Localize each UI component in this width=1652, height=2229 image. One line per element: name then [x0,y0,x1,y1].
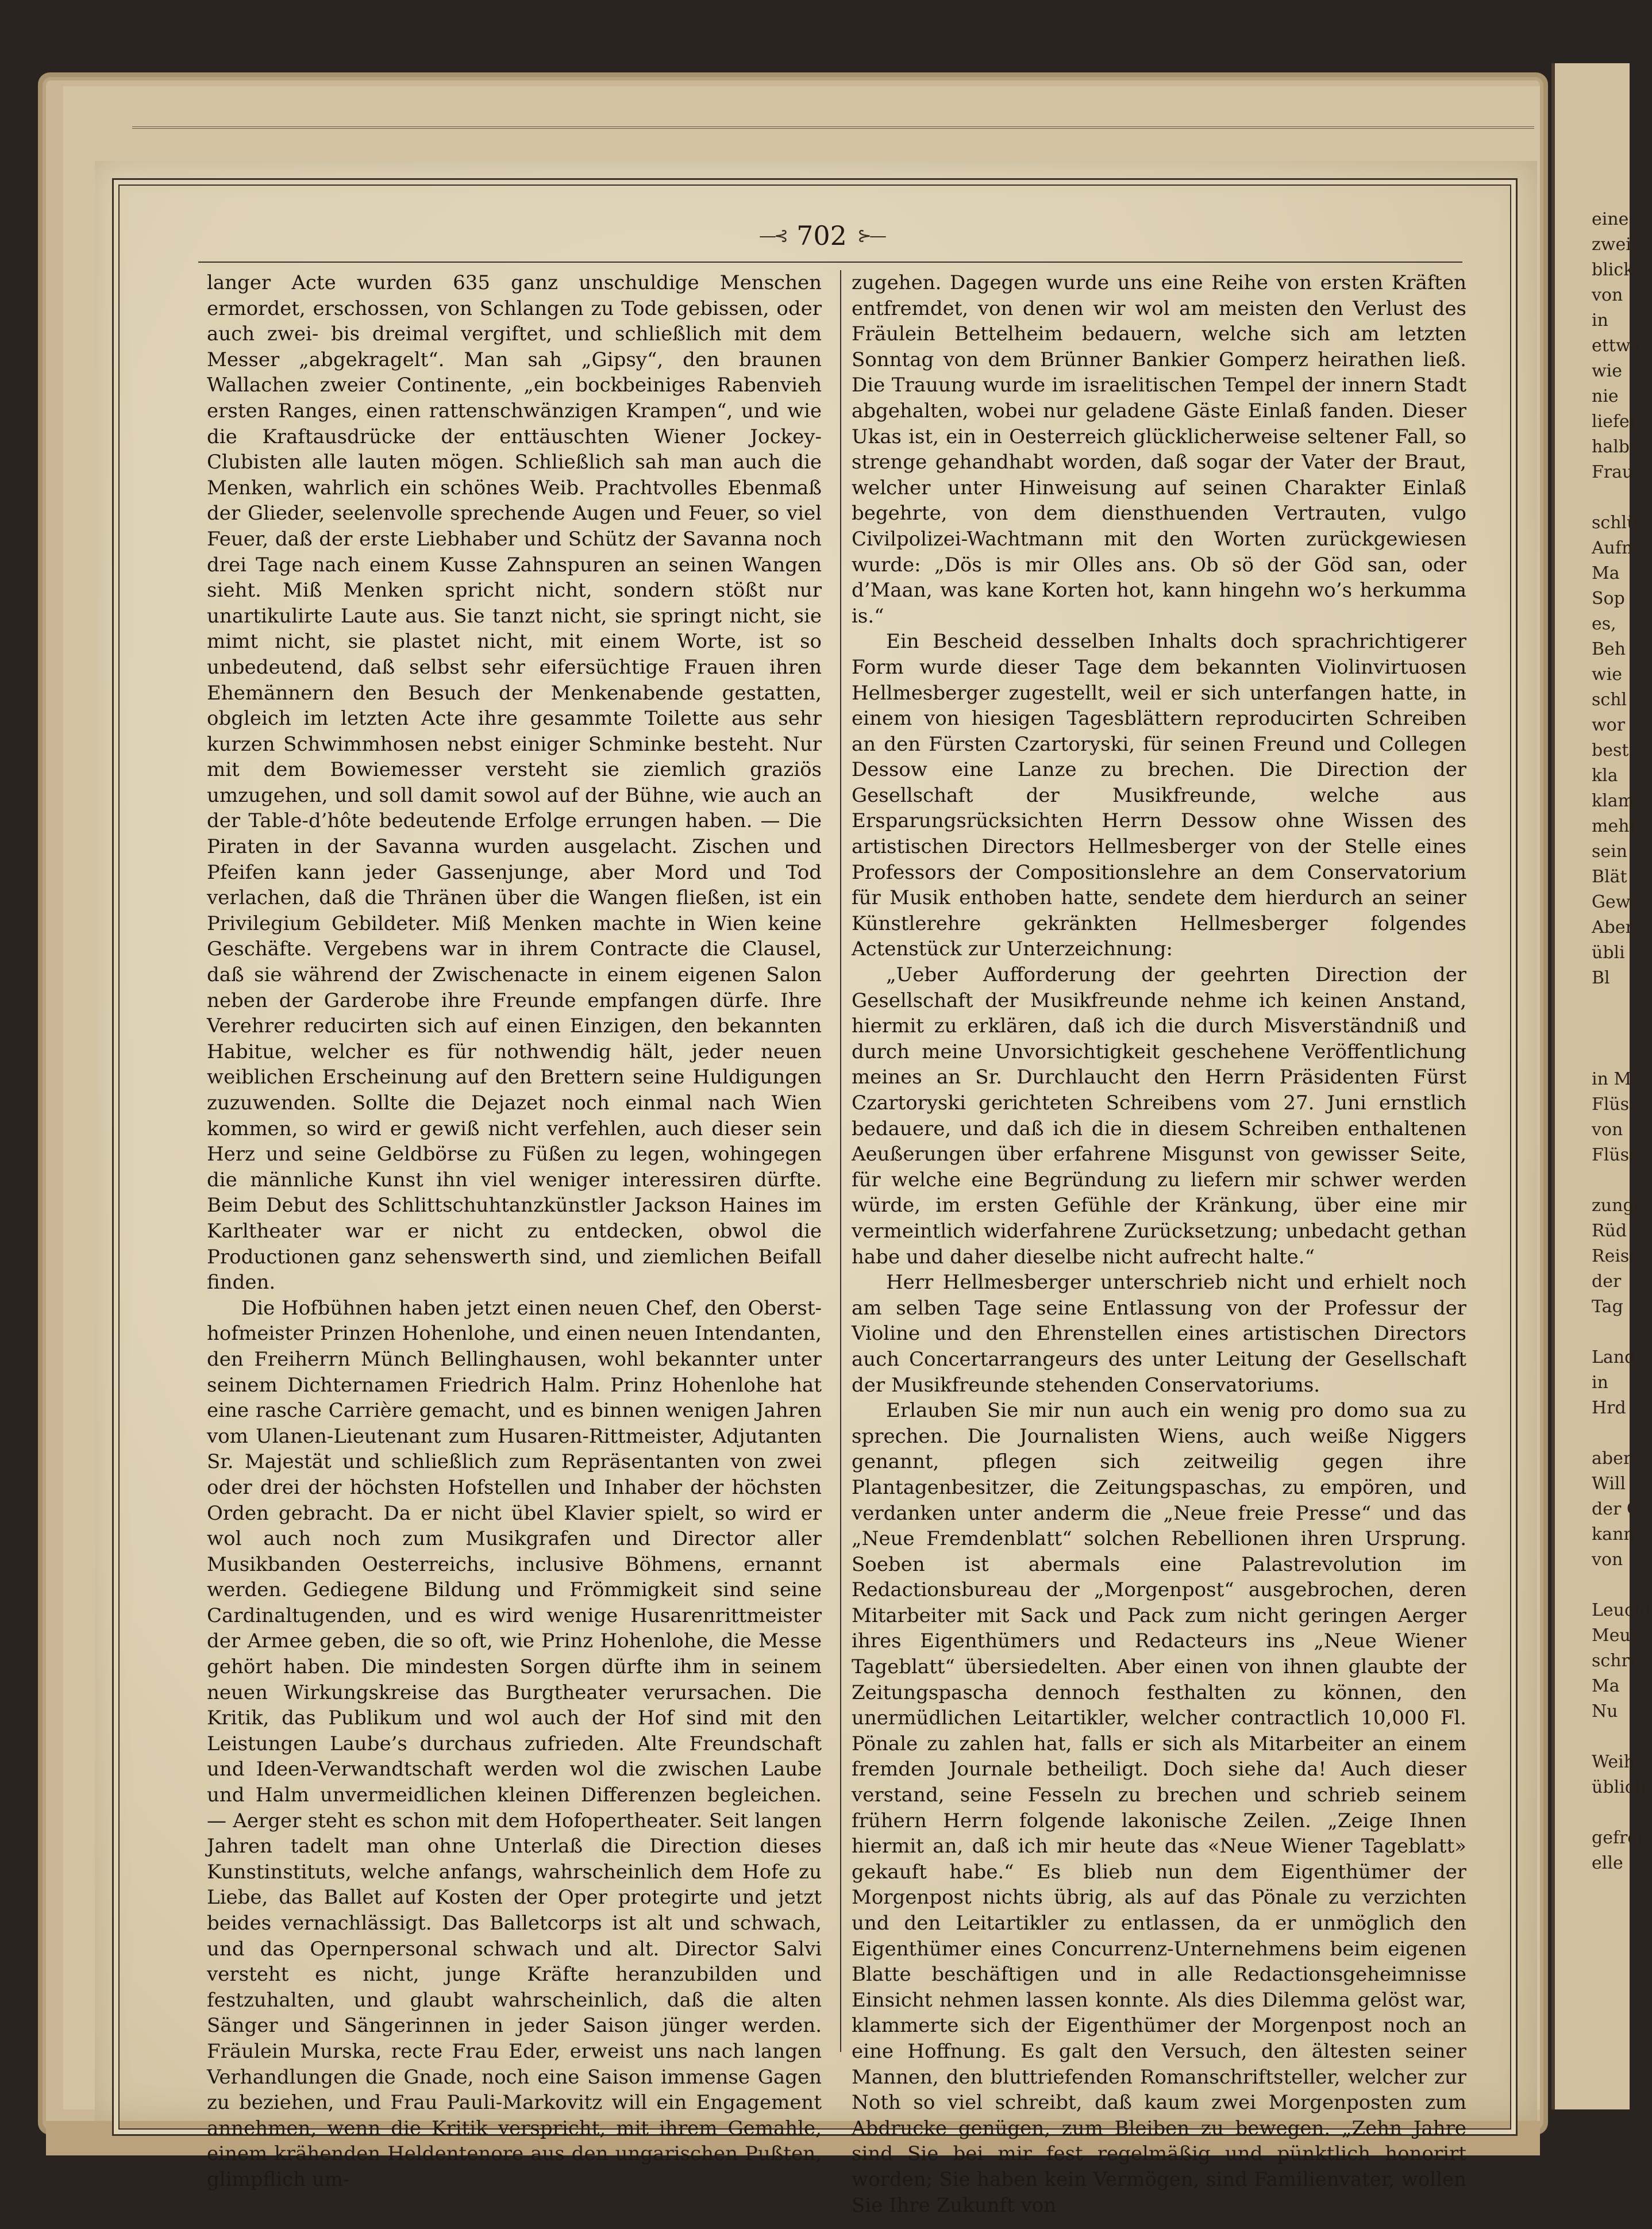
page-number: 702 [796,220,847,251]
page-header [690,216,954,256]
header-rule [198,262,1462,263]
ornament-left-icon: —⊰ [758,225,787,246]
paragraph: „Ueber Aufforderung der geehrten Direction der Gesellschaft der Musikfreunde nehme ich keinen Anstand, hiermit zu erklären, daß ich die durch Misverständniß und durch meine Unvorsichtigkeit geschehene Veröffentlichung meines an Sr. Durchlaucht den Herrn Präsidenten Fürst Czartoryski gerichteten Schreibens vom 27. Juni ernstlich bedauere, und daß ich die in diesem Schreiben enthaltenen Aeußerungen über erfahrene Misgunst von gewisser Seite, für welche eine Begründung zu liefern mir schwer werden würde, im ersten Gefühle der Kränkung, über eine mir vermeintlich widerfahrene Zurücksetzung; unbedacht gethan habe und daher dieselbe nicht aufrecht halte.“ [852,963,1466,1269]
ornament-right-icon: ⊱— [857,225,885,246]
facing-page-fragments: eine zwei blick von in ettwa wie nie liefer halb Frau schlü Aufn Ma Sop es, Beh wie schl wor best kla klam mehr sein Blät Gew Aber übli Bl in Flüs von Flüss zunge Rüd Reise der Tag Land in Hrd aber Will der G kann von Leucht Meu schri Ma Nu Weih üblich gefrer elle [1592,209,1652,1873]
column-divider [840,270,841,2052]
paragraph: Erlauben Sie mir nun auch ein wenig pro domo sua zu sprechen. Die Journalisten Wiens, auch weiße Niggers genannt, pflegen sich zeitweilig gegen ihre Plantagenbesitzer, die Zeitungspaschas, zu empören, und verdanken unter anderm die „Neue freie Presse“ und das „Neue Fremdenblatt“ solchen Rebellionen ihren Ursprung. Soeben ist abermals eine Palastrevolution im Redactionsbureau der „Morgenpost“ ausgebrochen, deren Mitarbeiter mit Sack und Pack zum nicht geringen Aerger ihres Eigenthümers und Redacteurs ins „Neue Wiener Tageblatt“ übersiedelten. Aber einen von ihnen glaubte der Zeitungspascha dennoch festhalten zu können, den unermüdlichen Leitartikler, welcher contractlich 10,000 Fl. Pönale zu zahlen hat, falls er sich als Mitarbeiter an einem fremden Journale betheiligt. Doch siehe da! Auch dieser verstand, seine Fesseln zu brechen und schrieb seinem frühern Herrn folgende lakonische Zeilen. „Zeige Ihnen hiermit an, daß ich mir heute das «Neue Wiener Tageblatt» gekauft habe.“ Es blieb nun dem Eigenthümer der Morgenpost nichts übrig, als auf das Pönale zu verzichten und den Leitartikler zu entlassen, da er unmöglich den Eigenthümer eines Concurrenz-Unternehmens beim eigenen Blatte beschäftigen und in alle Redactionsgeheimnisse Einsicht nehmen lassen konnte. Als dies Dilemma gelöst war, klammerte sich der Eigenthümer der Morgenpost noch an eine Hoffnung. Es galt den Versuch, den ältesten seiner Mannen, den bluttriefenden Romanschriftsteller, welcher zur Noth so viel schreibt, daß kaum zwei Morgenposten zum Abdrucke genügen, zum Bleiben zu bewegen. „Zehn Jahre sind Sie bei mir fest regelmäßig und pünktlich honorirt worden; Sie haben kein Vermögen, sind Familienvater, wollen Sie Ihre Zukunft von [852,1399,1466,2217]
paragraph: zugehen. Dagegen wurde uns eine Reihe von ersten Kräften entfremdet, von denen wir wol am meisten den Verlust des Fräulein Bettelheim bedauern, welche sich am letzten Sonntag von dem Brünner Bankier Gomperz heirathen ließ. Die Trauung wurde im israelitischen Tempel der innern Stadt abgehalten, wobei nur geladene Gäste Einlaß fanden. Dieser Ukas ist, ein in Oesterreich glücklicherweise seltener Fall, so strenge gehandhabt worden, daß sogar der Vater der Braut, welcher unter Hinweisung auf seinen Charakter Einlaß begehrte, von dem diensthuenden Vertrauten, vulgo Civilpolizei-Wachtmann mit den Worten zurückgewiesen wurde: „Dös is mir Olles ans. Ob sö der Göd san, oder d’Maan, was kane Korten hot, kann hingehn wo’s herkumma is.“ [852,271,1466,628]
paragraph: Herr Hellmesberger unterschrieb nicht und erhielt noch am selben Tage seine Entlassung von der Professur der Violine und den Ehrenstellen eines artistischen Directors auch Concertarrangeurs des unter Leitung der Gesellschaft der Musikfreunde stehenden Conservatoriums. [852,1271,1466,1397]
underlying-page-rule [132,126,1534,129]
paragraph: Die Hofbühnen haben jetzt einen neuen Chef, den Oberst-hofmeister Prinzen Hohenlohe, und einen neuen Intendanten, den Freiherrn Münch Bellinghausen, wohl bekannter unter seinem Dichternamen Friedrich Halm. Prinz Hohenlohe hat eine rasche Carrière gemacht, und es binnen wenigen Jahren vom Ulanen-Lieutenant zum Husaren-Rittmeister, Adjutanten Sr. Majestät und schließlich zum Repräsentanten von zwei oder drei der höchsten Hofstellen und Inhaber der höchsten Orden gebracht. Da er nicht übel Klavier spielt, so wird er wol auch noch zum Musikgrafen und Director aller Musikbanden Oesterreichs, inclusive Böhmens, ernannt werden. Gediegene Bildung und Frömmigkeit sind seine Cardinaltugenden, und es wird wenige Husarenrittmeister der Armee geben, die so oft, wie Prinz Hohenlohe, die Messe gehört haben. Die mindesten Sorgen dürfte ihm in seinem neuen Wirkungskreise das Burgtheater verursachen. Die Kritik, das Publikum und wol auch der Hof sind mit den Leistungen Laube’s durchaus zufrieden. Alte Freundschaft und Ideen-Verwandtschaft werden wol die zwischen Laube und Halm unvermeidlichen kleinen Differenzen begleichen. — Aerger steht es schon mit dem Hofopertheater. Seit langen Jahren tadelt man ohne Unterlaß die Direction dieses Kunstinstituts, welche anfangs, wahrscheinlich dem Hofe zu Liebe, das Ballet auf Kosten der Oper protegirte und jetzt beides vernachlässigt. Das Balletcorps ist alt und schwach, und das Opernpersonal schwach und alt. Director Salvi versteht es nicht, junge Kräfte heranzubilden und festzuhalten, und glaubt wahrscheinlich, daß die alten Sänger und Sängerinnen in jeder Saison jünger werden. Fräulein Murska, recte Frau Eder, erweist uns nach langen Verhandlungen die Gnade, noch eine Saison immense Gagen zu beziehen, und Frau Pauli-Markovitz will ein Engagement annehmen, wenn die Kritik verspricht, mit ihrem Gemahle, einem krähenden Heldentenore aus den ungarischen Pußten, glimpflich um- [207,1296,822,2191]
paragraph: Ein Bescheid desselben Inhalts doch sprachrichtigerer Form wurde dieser Tage dem bekannten Violinvirtuosen Hellmesberger zugestellt, weil er sich unterfangen hatte, in einem von hiesigen Tagesblättern reproducirten Schreiben an den Fürsten Czartoryski, für seinen Freund und Collegen Dessow eine Lanze zu brechen. Die Direction der Gesellschaft der Musikfreunde, welche aus Ersparungsrücksichten Herrn Dessow ohne Wissen des artistischen Directors Hellmesberger von der Stelle eines Professors der Compositionslehre an dem Conservatorium für Musik enthoben hatte, sendete dem hierdurch an seiner Künstlerehre gekränkten Hellmesberger folgendes Actenstück zur Unterzeichnung: [852,630,1466,961]
left-column [207,270,822,2193]
right-column [852,270,1466,2218]
paragraph: langer Acte wurden 635 ganz unschuldige Menschen ermordet, erschossen, von Schlangen zu Tode gebissen, oder auch zwei- bis dreimal vergiftet, und schließlich mit dem Messer „abgekragelt“. Man sah „Gipsy“, den braunen Wallachen zweier Continente, „ein bockbeiniges Rabenvieh ersten Ranges, einen rattenschwänzigen Krampen“, und wie die Kraftausdrücke der enttäuschten Wiener Jockey-Clubisten alle lauten mögen. Schließlich sah man auch die Menken, wahrlich ein schönes Weib. Prachtvolles Ebenmaß der Glieder, seelenvolle sprechende Augen und Feuer, so viel Feuer, daß der erste Liebhaber und Schütz der Savanna noch drei Tage nach einem Kusse Zahnspuren an seinen Wangen sieht. Miß Menken spricht nicht, sondern stößt nur unartikulirte Laute aus. Sie tanzt nicht, sie springt nicht, sie mimt nicht, sie plastet nicht, mit einem Worte, ist so unbedeutend, daß selbst sehr eifersüchtige Frauen ihren Ehemännern den Besuch der Menkenabende gestatten, obgleich im letzten Acte ihre gesammte Toilette aus sehr kurzen Schwimmhosen nebst einiger Schminke besteht. Nur mit dem Bowiemesser versteht sie ziemlich graziös umzugehen, und soll damit sowol auf der Bühne, wie auch an der Table-d’hôte bedeutende Erfolge errungen haben. — Die Piraten in der Savanna wurden ausgelacht. Zischen und Pfeifen kann jeder Gassenjunge, aber Mord und Tod verlachen, daß die Thränen über die Wangen fließen, ist ein Privilegium Gebildeter. Miß Menken machte in Wien keine Geschäfte. Vergebens war in ihrem Contracte die Clausel, daß sie während der Zwischenacte in einem eigenen Salon neben der Garderobe ihre Freunde empfangen dürfe. Ihre Verehrer reducirten sich auf einen Einzigen, den bekannten Habitue, welcher es für nothwendig hält, jeder neuen weiblichen Erscheinung auf den Brettern seine Huldigungen zuzuwenden. Sollte die Dejazet noch einmal nach Wien kommen, so wird er gewiß nicht verfehlen, auch dieser sein Herz und seine Geldbörse zu Füßen zu legen, wohingegen die männliche Kunst ihn viel weniger interessiren dürfte. Beim Debut des Schlittschuhtanzkünstler Jackson Haines im Karltheater war er nicht zu entdecken, obwol die Productionen ganz sehenswerth sind, und ziemlichen Beifall finden. [207,271,822,1294]
